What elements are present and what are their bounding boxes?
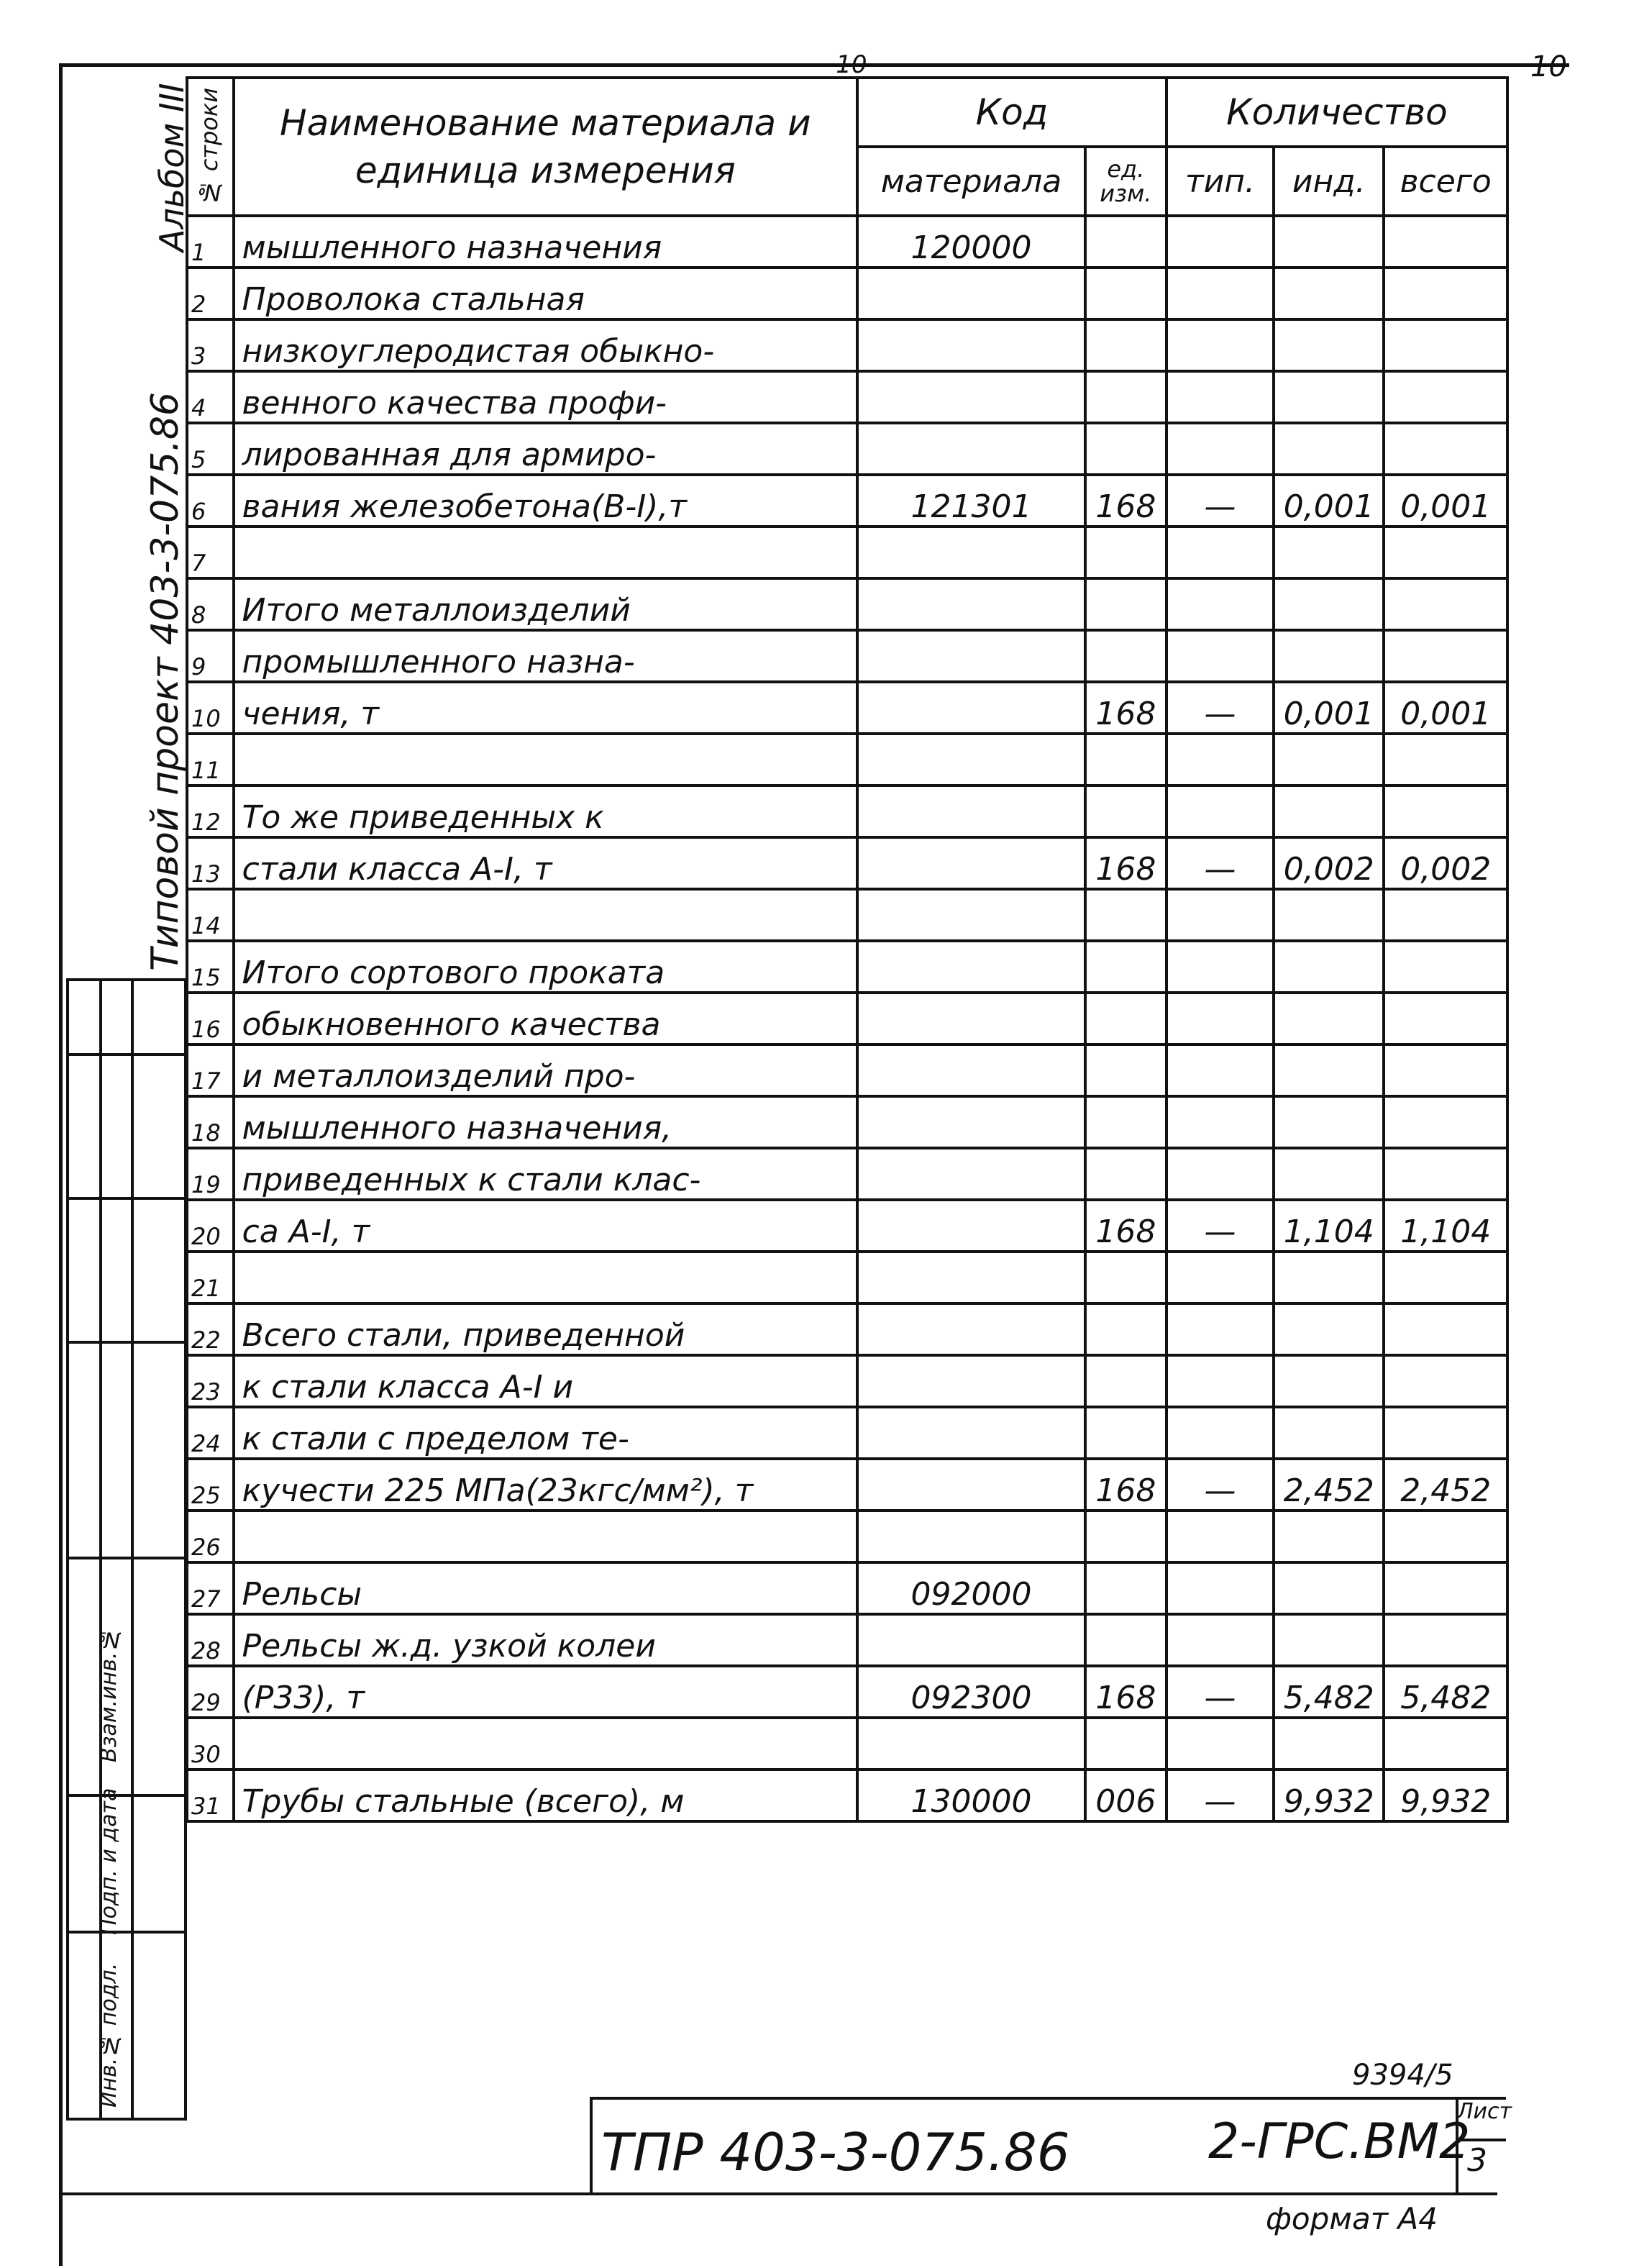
row-name xyxy=(234,1718,858,1770)
row-name: лированная для армиро- xyxy=(234,423,858,475)
row-name xyxy=(234,889,858,941)
row-type xyxy=(1167,889,1274,941)
row-code xyxy=(857,785,1085,837)
row-total: 5,482 xyxy=(1384,1666,1507,1718)
row-total xyxy=(1384,423,1507,475)
row-unit xyxy=(1085,1355,1167,1407)
row-number: 9 xyxy=(187,630,234,682)
row-name: стали класса А-I, т xyxy=(234,837,858,889)
row-number: 10 xyxy=(187,682,234,734)
row-type xyxy=(1167,216,1274,268)
row-ind xyxy=(1274,941,1384,993)
row-total xyxy=(1384,734,1507,785)
row-total xyxy=(1384,1407,1507,1459)
row-number: 11 xyxy=(187,734,234,785)
row-name xyxy=(234,527,858,578)
table-row xyxy=(187,1770,1507,1821)
row-ind xyxy=(1274,527,1384,578)
row-code xyxy=(857,1303,1085,1355)
row-number: 1 xyxy=(187,216,234,268)
row-ind: 1,104 xyxy=(1274,1200,1384,1252)
row-total xyxy=(1384,1044,1507,1096)
table-row xyxy=(187,1148,1507,1200)
row-ind xyxy=(1274,1407,1384,1459)
row-name: к стали класса А-I и xyxy=(234,1355,858,1407)
row-name: са А-I, т xyxy=(234,1200,858,1252)
row-total xyxy=(1384,527,1507,578)
row-name: обыкновенного качества xyxy=(234,993,858,1044)
frame-left-line xyxy=(59,63,63,2266)
row-total: 9,932 xyxy=(1384,1770,1507,1821)
row-number: 17 xyxy=(187,1044,234,1096)
row-ind xyxy=(1274,1562,1384,1614)
row-code xyxy=(857,630,1085,682)
row-type xyxy=(1167,268,1274,319)
row-ind xyxy=(1274,268,1384,319)
row-code xyxy=(857,682,1085,734)
row-type: — xyxy=(1167,475,1274,527)
row-number: 5 xyxy=(187,423,234,475)
row-type xyxy=(1167,1407,1274,1459)
row-type xyxy=(1167,1148,1274,1200)
row-ind: 0,001 xyxy=(1274,682,1384,734)
header-code-group: Код xyxy=(857,78,1167,147)
table-row xyxy=(187,734,1507,785)
row-ind: 0,002 xyxy=(1274,837,1384,889)
row-ind xyxy=(1274,1148,1384,1200)
stamp-label-replaces-inv: Взам.инв.№ xyxy=(96,1626,122,1762)
project-label: Типовой проект 403-3-075.86 xyxy=(144,391,187,971)
row-number: 26 xyxy=(187,1511,234,1562)
row-total xyxy=(1384,993,1507,1044)
row-ind xyxy=(1274,1511,1384,1562)
row-total xyxy=(1384,578,1507,630)
row-number: 15 xyxy=(187,941,234,993)
header-qty-total: всего xyxy=(1384,147,1507,216)
row-code xyxy=(857,319,1085,371)
row-code: 130000 xyxy=(857,1770,1085,1821)
row-code xyxy=(857,1511,1085,1562)
row-unit xyxy=(1085,1044,1167,1096)
header-code-unit: ед. изм. xyxy=(1085,147,1167,216)
row-unit xyxy=(1085,1252,1167,1303)
row-ind: 0,001 xyxy=(1274,475,1384,527)
row-total: 0,001 xyxy=(1384,475,1507,527)
row-code: 121301 xyxy=(857,475,1085,527)
row-ind xyxy=(1274,785,1384,837)
row-unit xyxy=(1085,423,1167,475)
row-unit: 168 xyxy=(1085,1200,1167,1252)
row-unit xyxy=(1085,630,1167,682)
row-code xyxy=(857,1044,1085,1096)
row-number: 28 xyxy=(187,1614,234,1666)
table-row xyxy=(187,1407,1507,1459)
header-row-number: № строки xyxy=(187,78,234,216)
row-ind xyxy=(1274,993,1384,1044)
row-total: 0,001 xyxy=(1384,682,1507,734)
row-code xyxy=(857,1355,1085,1407)
row-total: 1,104 xyxy=(1384,1200,1507,1252)
table-row xyxy=(187,1044,1507,1096)
table-row xyxy=(187,1562,1507,1614)
row-ind: 5,482 xyxy=(1274,1666,1384,1718)
row-type: — xyxy=(1167,682,1274,734)
table-row xyxy=(187,1459,1507,1511)
row-total xyxy=(1384,1355,1507,1407)
row-number: 13 xyxy=(187,837,234,889)
album-label: Альбом III xyxy=(152,83,191,252)
row-unit xyxy=(1085,1718,1167,1770)
row-unit: 168 xyxy=(1085,475,1167,527)
row-type xyxy=(1167,319,1274,371)
row-type: — xyxy=(1167,1770,1274,1821)
row-total xyxy=(1384,941,1507,993)
frame-top-line xyxy=(59,63,1569,67)
table-row xyxy=(187,682,1507,734)
row-name: и металлоизделий про- xyxy=(234,1044,858,1096)
row-total xyxy=(1384,319,1507,371)
table-row xyxy=(187,785,1507,837)
row-unit xyxy=(1085,216,1167,268)
row-unit: 168 xyxy=(1085,1459,1167,1511)
row-name: Трубы стальные (всего), м xyxy=(234,1770,858,1821)
row-type xyxy=(1167,423,1274,475)
row-code xyxy=(857,1459,1085,1511)
row-number: 27 xyxy=(187,1562,234,1614)
row-code: 092300 xyxy=(857,1666,1085,1718)
stamp-columns xyxy=(66,978,187,2121)
table-row xyxy=(187,1718,1507,1770)
table-row xyxy=(187,1614,1507,1666)
row-ind xyxy=(1274,1718,1384,1770)
row-unit xyxy=(1085,1148,1167,1200)
row-unit xyxy=(1085,785,1167,837)
table-row xyxy=(187,319,1507,371)
row-ind xyxy=(1274,319,1384,371)
row-code xyxy=(857,1614,1085,1666)
row-total: 0,002 xyxy=(1384,837,1507,889)
row-type xyxy=(1167,1718,1274,1770)
row-name xyxy=(234,1252,858,1303)
row-total xyxy=(1384,1718,1507,1770)
row-number: 4 xyxy=(187,371,234,423)
row-total: 2,452 xyxy=(1384,1459,1507,1511)
stamp-label-inv-no: Инв.№ подл. xyxy=(96,1962,122,2108)
row-unit: 168 xyxy=(1085,1666,1167,1718)
row-total xyxy=(1384,268,1507,319)
table-row xyxy=(187,837,1507,889)
row-total xyxy=(1384,1252,1507,1303)
table-row xyxy=(187,527,1507,578)
row-unit xyxy=(1085,993,1167,1044)
row-name: Проволока стальная xyxy=(234,268,858,319)
row-type xyxy=(1167,941,1274,993)
row-unit xyxy=(1085,1303,1167,1355)
row-number: 18 xyxy=(187,1096,234,1148)
table-row xyxy=(187,1511,1507,1562)
row-type: — xyxy=(1167,1666,1274,1718)
row-name: кучести 225 МПа(23кгс/мм²), т xyxy=(234,1459,858,1511)
header-qty-type: тип. xyxy=(1167,147,1274,216)
row-type xyxy=(1167,1096,1274,1148)
row-name xyxy=(234,734,858,785)
row-number: 7 xyxy=(187,527,234,578)
row-type xyxy=(1167,785,1274,837)
row-number: 2 xyxy=(187,268,234,319)
header-qty-ind: инд. xyxy=(1274,147,1384,216)
row-name: То же приведенных к xyxy=(234,785,858,837)
table-row xyxy=(187,216,1507,268)
materials-table xyxy=(186,76,1509,1823)
row-ind xyxy=(1274,578,1384,630)
row-name: чения, т xyxy=(234,682,858,734)
row-number: 16 xyxy=(187,993,234,1044)
row-code xyxy=(857,578,1085,630)
row-total xyxy=(1384,1303,1507,1355)
table-row xyxy=(187,941,1507,993)
row-number: 21 xyxy=(187,1252,234,1303)
row-total xyxy=(1384,216,1507,268)
row-name: Всего стали, приведенной xyxy=(234,1303,858,1355)
row-name: Итого сортового проката xyxy=(234,941,858,993)
row-unit xyxy=(1085,889,1167,941)
row-ind xyxy=(1274,1355,1384,1407)
row-name xyxy=(234,1511,858,1562)
sheet-number: 3 xyxy=(1467,2142,1487,2179)
row-code xyxy=(857,889,1085,941)
row-type: — xyxy=(1167,1459,1274,1511)
row-ind: 2,452 xyxy=(1274,1459,1384,1511)
row-ind xyxy=(1274,1096,1384,1148)
row-name: Рельсы xyxy=(234,1562,858,1614)
row-unit xyxy=(1085,734,1167,785)
row-ind xyxy=(1274,1614,1384,1666)
row-type xyxy=(1167,1355,1274,1407)
row-name: низкоуглеродистая обыкно- xyxy=(234,319,858,371)
row-unit: 168 xyxy=(1085,837,1167,889)
row-ind xyxy=(1274,216,1384,268)
row-name: приведенных к стали клас- xyxy=(234,1148,858,1200)
row-unit xyxy=(1085,1096,1167,1148)
row-unit xyxy=(1085,1614,1167,1666)
row-code xyxy=(857,1096,1085,1148)
row-code xyxy=(857,1407,1085,1459)
stamp-label-signature-date: Подп. и дата xyxy=(96,1787,122,1935)
table-row xyxy=(187,1096,1507,1148)
table-row xyxy=(187,889,1507,941)
row-total xyxy=(1384,1096,1507,1148)
row-unit: 168 xyxy=(1085,682,1167,734)
row-unit xyxy=(1085,1562,1167,1614)
row-ind xyxy=(1274,889,1384,941)
page-top-number: -10- xyxy=(827,50,876,79)
row-unit xyxy=(1085,527,1167,578)
row-number: 12 xyxy=(187,785,234,837)
table-row xyxy=(187,578,1507,630)
row-name: (Р33), т xyxy=(234,1666,858,1718)
row-code xyxy=(857,268,1085,319)
row-total xyxy=(1384,889,1507,941)
row-name: мышленного назначения xyxy=(234,216,858,268)
row-unit: 006 xyxy=(1085,1770,1167,1821)
row-name: промышленного назна- xyxy=(234,630,858,682)
row-total xyxy=(1384,630,1507,682)
row-type: — xyxy=(1167,1200,1274,1252)
row-code xyxy=(857,1200,1085,1252)
row-type xyxy=(1167,1511,1274,1562)
row-ind xyxy=(1274,371,1384,423)
row-number: 19 xyxy=(187,1148,234,1200)
row-unit xyxy=(1085,268,1167,319)
header-name: Наименование материала и единица измерения xyxy=(234,78,858,216)
row-number: 8 xyxy=(187,578,234,630)
table-row xyxy=(187,630,1507,682)
header-code-material: материала xyxy=(857,147,1085,216)
row-unit xyxy=(1085,371,1167,423)
row-type xyxy=(1167,734,1274,785)
row-number: 29 xyxy=(187,1666,234,1718)
row-code: 092000 xyxy=(857,1562,1085,1614)
row-unit xyxy=(1085,578,1167,630)
row-unit xyxy=(1085,941,1167,993)
row-code xyxy=(857,371,1085,423)
row-type xyxy=(1167,578,1274,630)
row-number: 6 xyxy=(187,475,234,527)
row-name: мышленного назначения, xyxy=(234,1096,858,1148)
row-number: 22 xyxy=(187,1303,234,1355)
table-row xyxy=(187,1355,1507,1407)
sheet-label: Лист xyxy=(1457,2099,1512,2124)
table-row xyxy=(187,1303,1507,1355)
document-mark: 2-ГРС.ВМ2 xyxy=(1208,2113,1471,2170)
row-number: 3 xyxy=(187,319,234,371)
row-code xyxy=(857,527,1085,578)
row-unit xyxy=(1085,1407,1167,1459)
row-ind xyxy=(1274,1252,1384,1303)
row-number: 20 xyxy=(187,1200,234,1252)
row-ind xyxy=(1274,1044,1384,1096)
row-number: 14 xyxy=(187,889,234,941)
row-ind xyxy=(1274,734,1384,785)
row-name: к стали с пределом те- xyxy=(234,1407,858,1459)
row-total xyxy=(1384,785,1507,837)
table-row xyxy=(187,1252,1507,1303)
row-type: — xyxy=(1167,837,1274,889)
row-number: 30 xyxy=(187,1718,234,1770)
row-name: Итого металлоизделий xyxy=(234,578,858,630)
header-quantity-group: Количество xyxy=(1167,78,1507,147)
table-row xyxy=(187,993,1507,1044)
row-code: 120000 xyxy=(857,216,1085,268)
row-ind xyxy=(1274,423,1384,475)
table-row xyxy=(187,268,1507,319)
row-total xyxy=(1384,1148,1507,1200)
row-ind xyxy=(1274,630,1384,682)
row-type xyxy=(1167,993,1274,1044)
row-total xyxy=(1384,1562,1507,1614)
row-number: 24 xyxy=(187,1407,234,1459)
row-total xyxy=(1384,371,1507,423)
row-type xyxy=(1167,630,1274,682)
row-code xyxy=(857,993,1085,1044)
row-unit xyxy=(1085,1511,1167,1562)
table-row xyxy=(187,1666,1507,1718)
format-label: формат А4 xyxy=(1266,2201,1438,2236)
row-type xyxy=(1167,527,1274,578)
row-code xyxy=(857,1718,1085,1770)
row-type xyxy=(1167,1614,1274,1666)
row-ind: 9,932 xyxy=(1274,1770,1384,1821)
row-type xyxy=(1167,1562,1274,1614)
row-type xyxy=(1167,1252,1274,1303)
row-total xyxy=(1384,1614,1507,1666)
row-code xyxy=(857,423,1085,475)
row-total xyxy=(1384,1511,1507,1562)
row-code xyxy=(857,837,1085,889)
order-number: 9394/5 xyxy=(1352,2059,1453,2092)
document-code: ТПР 403-3-075.86 xyxy=(601,2122,1070,2182)
row-name: Рельсы ж.д. узкой колеи xyxy=(234,1614,858,1666)
row-name: венного качества профи- xyxy=(234,371,858,423)
row-ind xyxy=(1274,1303,1384,1355)
row-number: 25 xyxy=(187,1459,234,1511)
table-row xyxy=(187,475,1507,527)
table-row xyxy=(187,1200,1507,1252)
row-type xyxy=(1167,1303,1274,1355)
row-name: вания железобетона(В-I),т xyxy=(234,475,858,527)
table-row xyxy=(187,423,1507,475)
row-number: 31 xyxy=(187,1770,234,1821)
row-type xyxy=(1167,371,1274,423)
row-code xyxy=(857,734,1085,785)
table-row xyxy=(187,371,1507,423)
row-number: 23 xyxy=(187,1355,234,1407)
row-code xyxy=(857,1148,1085,1200)
row-unit xyxy=(1085,319,1167,371)
row-type xyxy=(1167,1044,1274,1096)
row-code xyxy=(857,941,1085,993)
sheet-corner-number: 10 xyxy=(1530,50,1567,83)
row-code xyxy=(857,1252,1085,1303)
